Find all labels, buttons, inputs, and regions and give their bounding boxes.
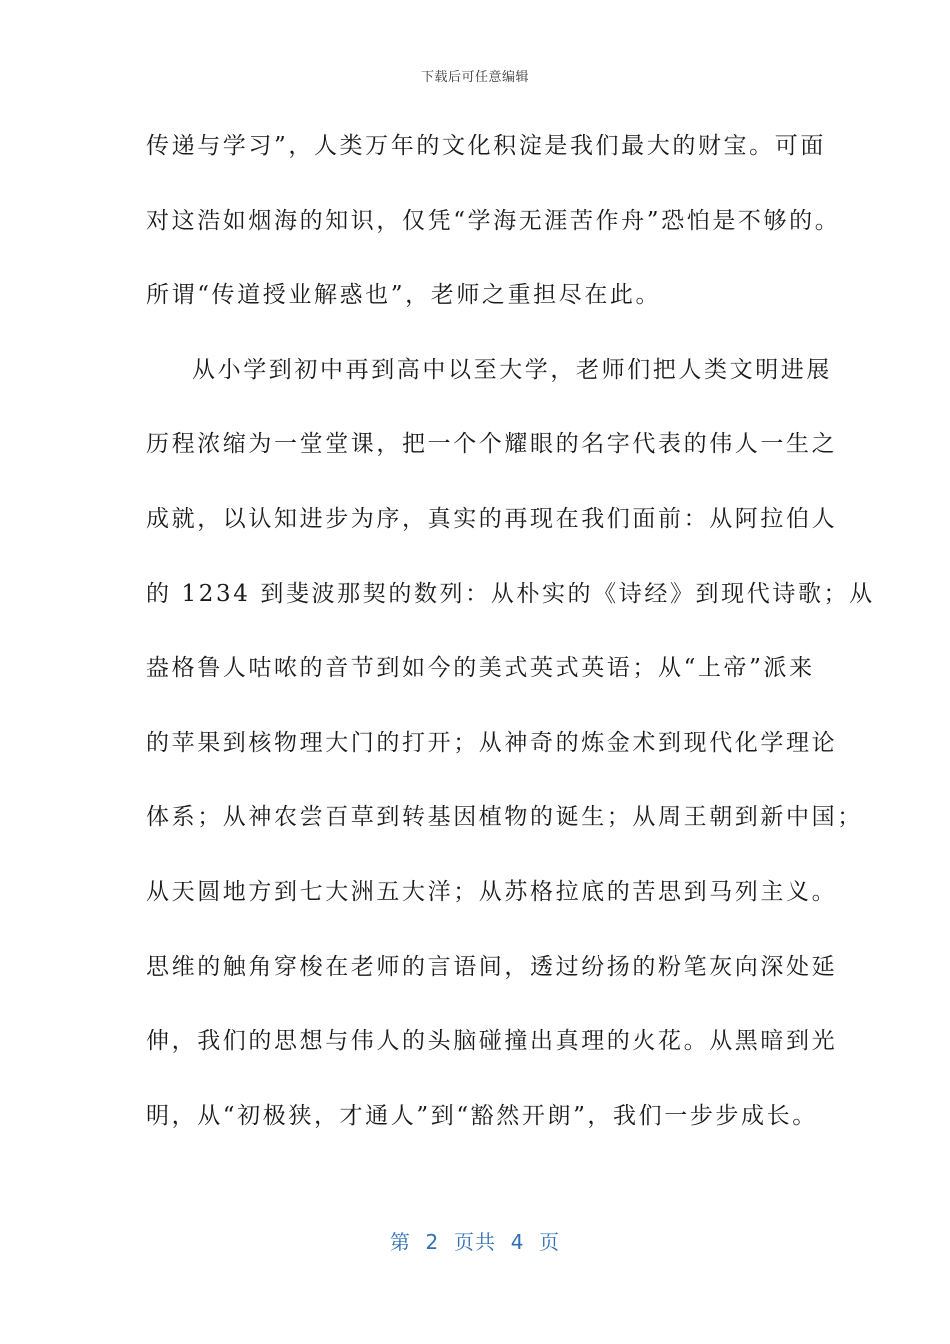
text-line: 明，从“初极狭，才通人”到“豁然开朗”，我们一步步成长。 xyxy=(146,1102,818,1129)
text-line: 体系；从神农尝百草到转基因植物的诞生；从周王朝到新中国； xyxy=(146,804,863,831)
text-line: 传递与学习”，人类万年的文化积淀是我们最大的财宝。可面 xyxy=(146,133,826,159)
text-line: 的 1234 到斐波那契的数列：从朴实的《诗经》到现代诗歌；从 xyxy=(146,580,875,607)
text-line: 思维的触角穿梭在老师的言语间，透过纷扬的粉笔灰向深处延 xyxy=(146,953,838,980)
text-line: 盎格鲁人咕哝的音节到如今的美式英式英语；从“上帝”派来 xyxy=(146,655,815,682)
text-line: 从天圆地方到七大洲五大洋；从苏格拉底的苦思到马列主义。 xyxy=(146,878,838,905)
page-number-footer: 第 2 页共 4 页 xyxy=(389,1230,561,1254)
text-line: 的苹果到核物理大门的打开；从神奇的炼金术到现代化学理论 xyxy=(146,729,838,756)
text-line: 成就，以认知进步为序，真实的再现在我们面前：从阿拉伯人 xyxy=(146,505,838,532)
text-line: 伸，我们的思想与伟人的头脑碰撞出真理的火花。从黑暗到光 xyxy=(146,1028,838,1055)
paragraph-start-line: 从小学到初中再到高中以至大学，老师们把人类文明进展 xyxy=(192,356,832,383)
text-line: 历程浓缩为一堂堂课，把一个个耀眼的名字代表的伟人一生之 xyxy=(146,431,838,458)
document-body xyxy=(146,118,875,1162)
text-line: 对这浩如烟海的知识，仅凭“学海无涯苦作舟”恐怕是不够的。 xyxy=(146,207,841,234)
page-header: 下载后可任意编辑 xyxy=(420,70,529,85)
text-line: 所谓“传道授业解惑也”，老师之重担尽在此。 xyxy=(146,282,662,309)
